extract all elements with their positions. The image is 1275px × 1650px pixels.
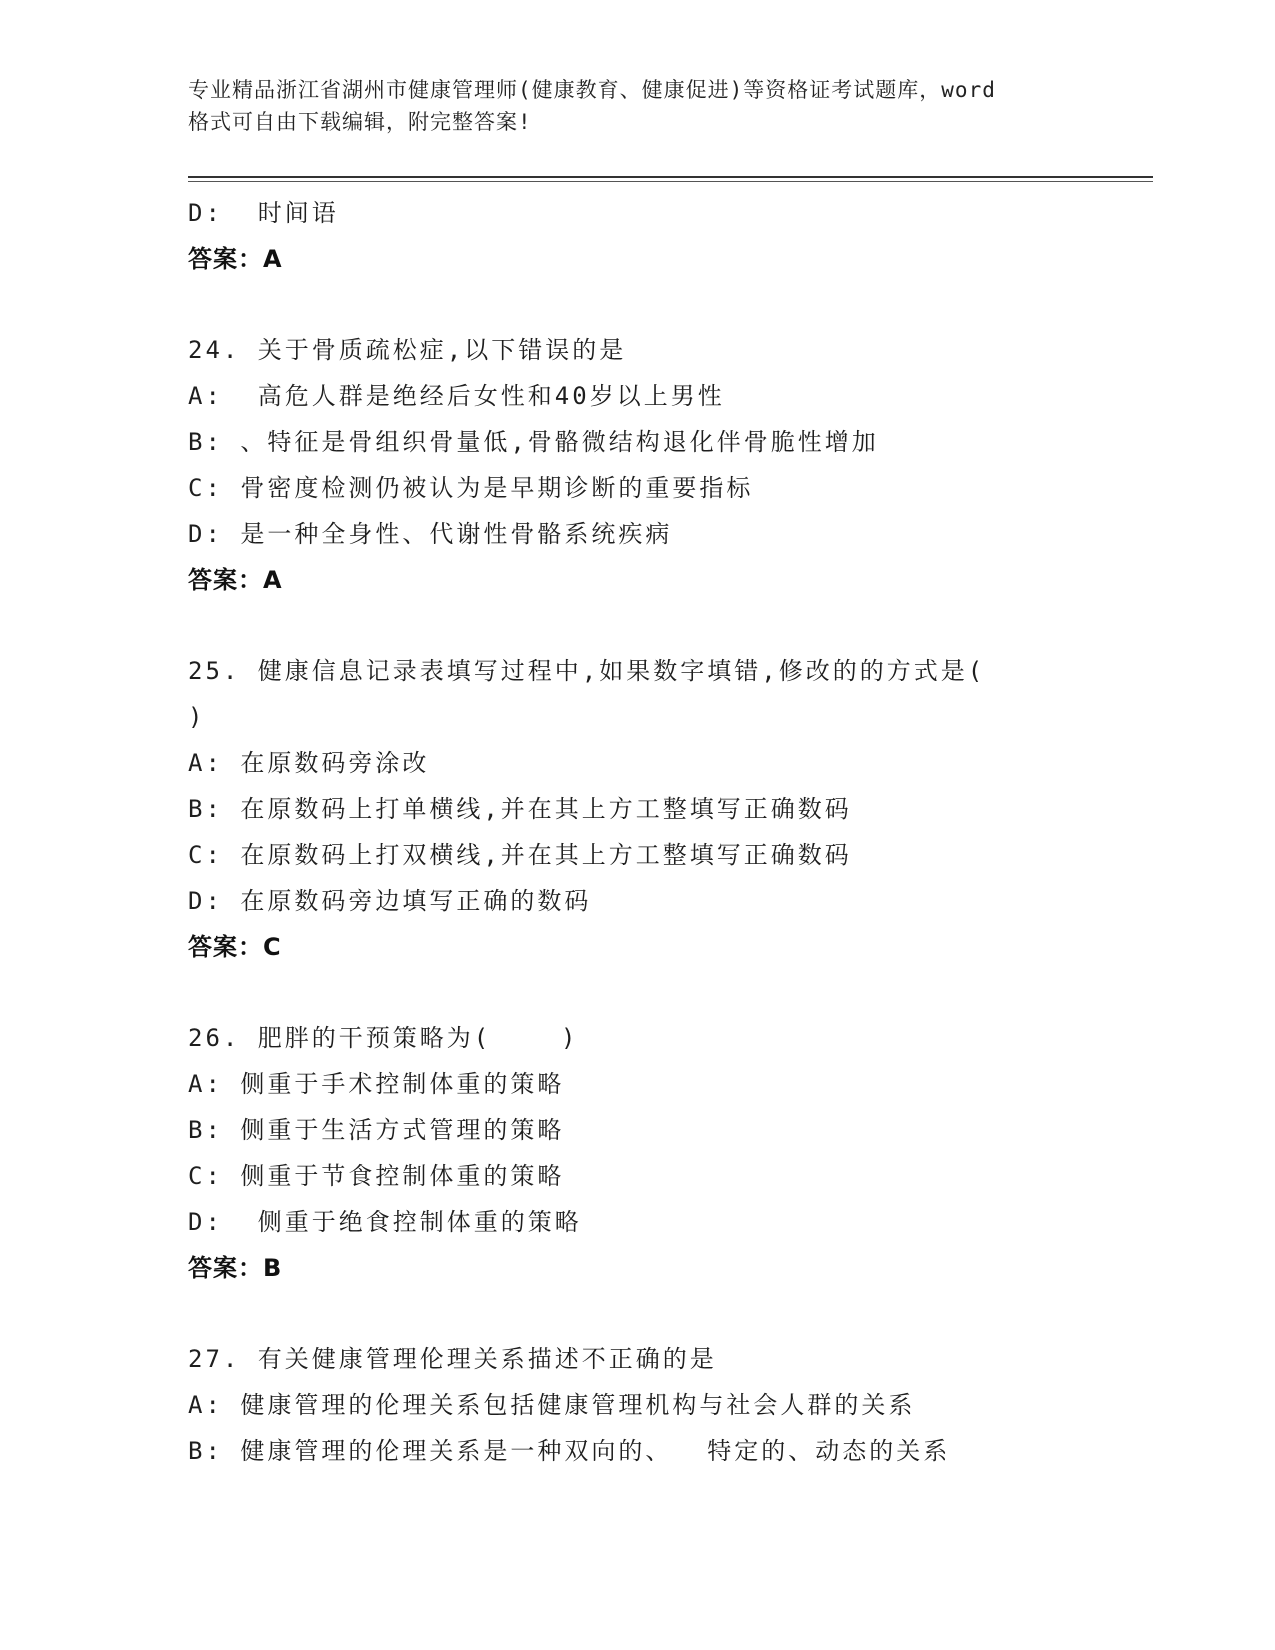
q24-answer: 答案：A <box>188 566 283 594</box>
q24-option-d: D: 是一种全身性、代谢性骨骼系统疾病 <box>188 520 673 548</box>
q27-option-b: B: 健康管理的伦理关系是一种双向的、 特定的、动态的关系 <box>188 1437 951 1465</box>
q25-answer: 答案：C <box>188 933 282 961</box>
header-divider-thick <box>188 176 1153 178</box>
question-list <box>188 190 1153 1474</box>
header-divider-thin <box>188 181 1153 182</box>
q24-option-b: B: 、特征是骨组织骨量低,骨骼微结构退化伴骨脆性增加 <box>188 428 879 456</box>
q25-option-c: C: 在原数码上打双横线,并在其上方工整填写正确数码 <box>188 841 852 869</box>
question-gap <box>188 282 1153 327</box>
q25-option-d: D: 在原数码旁边填写正确的数码 <box>188 887 592 915</box>
q25-option-a: A: 在原数码旁涂改 <box>188 749 430 777</box>
q26-option-b: B: 侧重于生活方式管理的策略 <box>188 1116 565 1144</box>
q26-option-d: D: 侧重于绝食控制体重的策略 <box>188 1208 582 1236</box>
page-header <box>188 74 1108 138</box>
q25-question-line-2: ) <box>188 703 206 731</box>
question-gap <box>188 603 1153 648</box>
question-gap <box>188 970 1153 1015</box>
q25-option-b: B: 在原数码上打单横线,并在其上方工整填写正确数码 <box>188 795 852 823</box>
q26-question: 26. 肥胖的干预策略为( ) <box>188 1024 579 1052</box>
q26-option-c: C: 侧重于节食控制体重的策略 <box>188 1162 565 1190</box>
q26-option-a: A: 侧重于手术控制体重的策略 <box>188 1070 565 1098</box>
question-gap <box>188 1291 1153 1336</box>
q27-question: 27. 有关健康管理伦理关系描述不正确的是 <box>188 1345 717 1373</box>
q23-answer: 答案：A <box>188 245 283 273</box>
header-line-2: 格式可自由下载编辑，附完整答案! <box>188 110 532 134</box>
q24-question: 24. 关于骨质疏松症,以下错误的是 <box>188 336 627 364</box>
q25-question-line-1: 25. 健康信息记录表填写过程中,如果数字填错,修改的的方式是( <box>188 657 986 685</box>
q24-option-a: A: 高危人群是绝经后女性和40岁以上男性 <box>188 382 725 410</box>
q26-answer: 答案：B <box>188 1254 283 1282</box>
q27-option-a: A: 健康管理的伦理关系包括健康管理机构与社会人群的关系 <box>188 1391 916 1419</box>
q23-option-d: D: 时间语 <box>188 199 339 227</box>
q24-option-c: C: 骨密度检测仍被认为是早期诊断的重要指标 <box>188 474 754 502</box>
header-line-1: 专业精品浙江省湖州市健康管理师(健康教育、健康促进)等资格证考试题库，word <box>188 78 996 102</box>
